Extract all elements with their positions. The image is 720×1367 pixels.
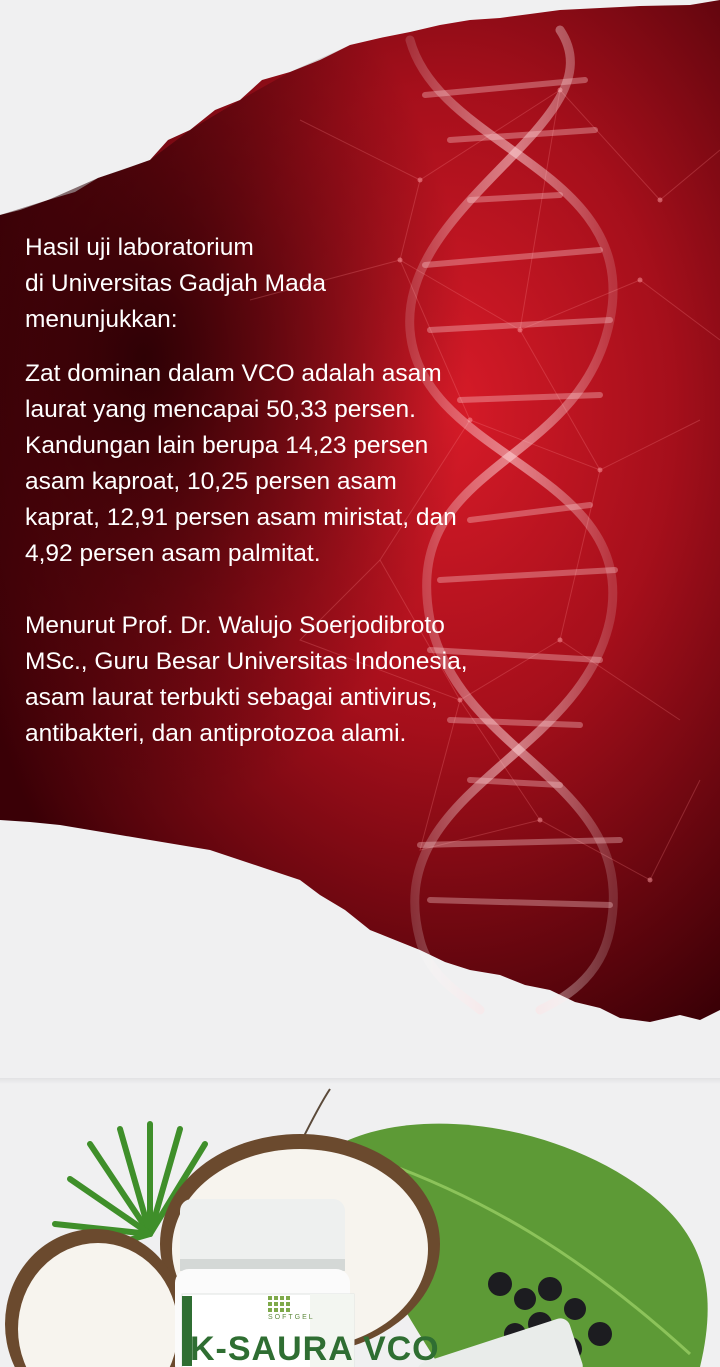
- quote-line: MSc., Guru Besar Universitas Indonesia,: [25, 648, 468, 675]
- facts-line: 4,92 persen asam palmitat.: [25, 540, 321, 567]
- facts-line: laurat yang mencapai 50,33 persen.: [25, 396, 416, 423]
- fatty-acid-facts: [25, 356, 585, 572]
- quote-line: Menurut Prof. Dr. Walujo Soerjodibroto: [25, 612, 445, 639]
- facts-line: Kandungan lain berupa 14,23 persen: [25, 432, 429, 459]
- product-image-section: [0, 1084, 720, 1367]
- facts-line: kaprat, 12,91 persen asam miristat, dan: [25, 504, 457, 531]
- lab-result-intro: [25, 230, 585, 338]
- intro-line: Hasil uji laboratorium: [25, 234, 254, 261]
- expert-quote: [25, 608, 585, 752]
- intro-line: di Universitas Gadjah Mada: [25, 270, 326, 297]
- product-illustration: [0, 1084, 720, 1367]
- bottle-softgel-label: SOFTGEL: [268, 1314, 315, 1321]
- facts-line: Zat dominan dalam VCO adalah asam: [25, 360, 442, 387]
- quote-line: asam laurat terbukti sebagai antivirus,: [25, 684, 438, 711]
- quote-line: antibakteri, dan antiprotozoa alami.: [25, 720, 407, 747]
- bottle-brand-label: K-SAURA VCO: [190, 1330, 440, 1367]
- intro-line: menunjukkan:: [25, 306, 178, 333]
- hero-text-block: [25, 230, 585, 752]
- facts-line: asam kaproat, 10,25 persen asam: [25, 468, 397, 495]
